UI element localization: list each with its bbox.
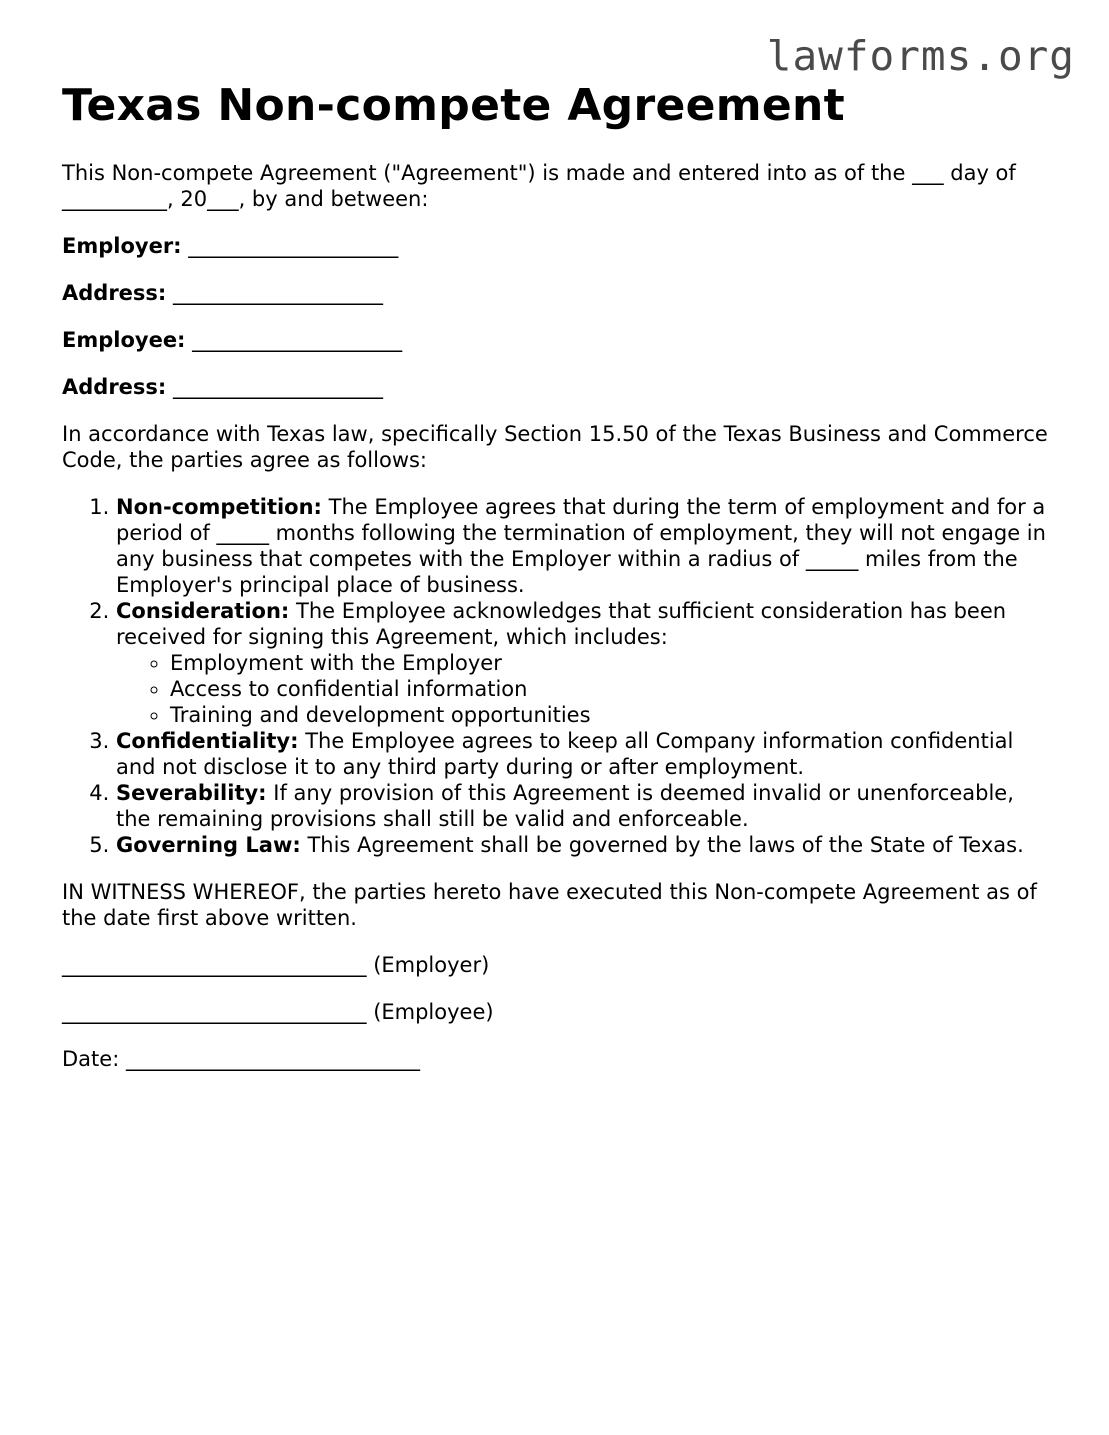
consideration-list (116, 650, 1052, 728)
employer-signature-line (62, 952, 1052, 978)
employer-address-field (62, 280, 1052, 306)
employee-field (62, 327, 1052, 353)
employer-field (62, 233, 1052, 259)
intro-paragraph: This Non-compete Agreement ("Agreement") is made and entered into as of the ___ day of __________, 20___, by and between: (62, 161, 1016, 211)
employer-label: Employer: (62, 234, 182, 258)
signature-role: (Employer) (373, 953, 490, 977)
term-text: If any provision of this Agreement is deemed invalid or unenforceable, the remaining provisions shall still be valid and enforceable. (116, 781, 1014, 831)
employee-address-field (62, 374, 1052, 400)
law-intro-paragraph: In accordance with Texas law, specifically Section 15.50 of the Texas Business and Commerce Code, the parties agree as follows: (62, 422, 1048, 472)
signature-blank: _____________________________ (62, 953, 367, 977)
signature-role: (Employee) (373, 1000, 494, 1024)
employee-address-blank: ____________________ (173, 375, 384, 399)
term-heading: Consideration: (116, 599, 290, 623)
employee-signature-line (62, 999, 1052, 1025)
consideration-item: ◦ Access to confidential information (170, 676, 1052, 702)
employer-address-label: Address: (62, 281, 167, 305)
term-heading: Non-competition: (116, 495, 322, 519)
signature-blank: _____________________________ (62, 1000, 367, 1024)
witness-paragraph: IN WITNESS WHEREOF, the parties hereto have executed this Non-compete Agreement as of the date first above written. (62, 880, 1037, 930)
employer-address-blank: ____________________ (173, 281, 384, 305)
consideration-item: ◦ Training and development opportunities (170, 702, 1052, 728)
date-blank: ____________________________ (125, 1047, 420, 1071)
term-item-consideration (116, 598, 1052, 728)
term-text: The Employee agrees that during the term of employment and for a period of _____ months following the termination of employment, they will not engage in any business that competes with the Employer within a radius of _____ miles from the Employer's principal place of business. (116, 495, 1046, 597)
term-heading: Confidentiality: (116, 729, 299, 753)
document-body (62, 78, 1052, 1072)
term-item-governing-law (116, 832, 1052, 858)
consideration-item: ◦ Employment with the Employer (170, 650, 1052, 676)
watermark-logo: lawforms.org (766, 32, 1075, 80)
date-label: Date: (62, 1047, 120, 1071)
term-text: This Agreement shall be governed by the laws of the State of Texas. (307, 833, 1024, 857)
employer-blank: ____________________ (188, 234, 399, 258)
term-heading: Governing Law: (116, 833, 301, 857)
term-heading: Severability: (116, 781, 267, 805)
term-text: The Employee agrees to keep all Company information confidential and not disclose it to any third party during or after employment. (116, 729, 1014, 779)
term-text: The Employee acknowledges that sufficient consideration has been received for signing this Agreement, which includes: (116, 599, 1007, 649)
term-item-non-competition (116, 494, 1052, 598)
terms-list (62, 494, 1052, 858)
date-field (62, 1046, 1052, 1072)
employee-address-label: Address: (62, 375, 167, 399)
document-title: Texas Non-compete Agreement (62, 80, 845, 131)
term-item-confidentiality (116, 728, 1052, 780)
employee-blank: ____________________ (192, 328, 403, 352)
employee-label: Employee: (62, 328, 186, 352)
term-item-severability (116, 780, 1052, 832)
